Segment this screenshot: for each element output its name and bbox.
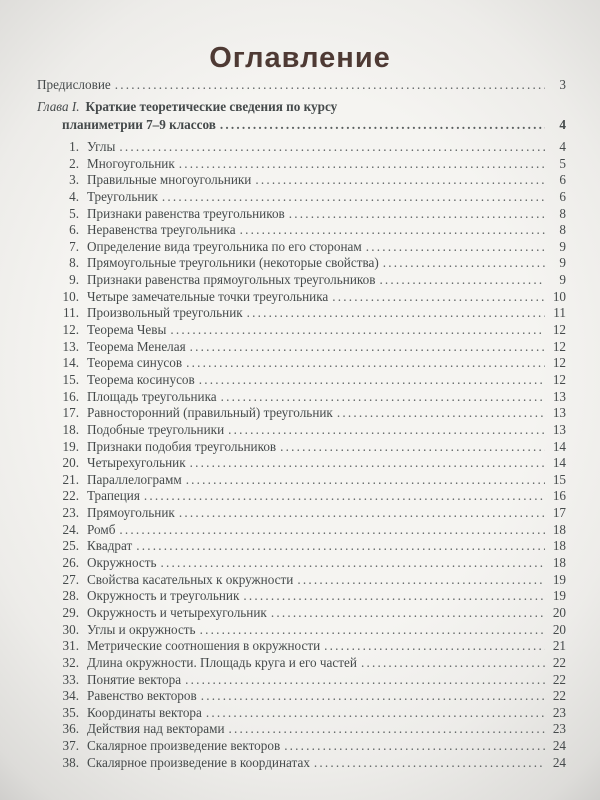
toc-entry	[37, 472, 566, 489]
toc-entry-page: 23	[552, 704, 566, 720]
toc-entry	[37, 688, 566, 705]
toc-entry-page: 5	[559, 155, 566, 171]
toc-entry	[37, 572, 566, 589]
toc-entry-page: 9	[559, 272, 566, 288]
toc-entry-page: 19	[552, 588, 566, 604]
toc-entry-number: 2.	[69, 155, 79, 171]
toc-entry-page: 22	[552, 671, 566, 687]
toc-entry-number: 31.	[62, 638, 79, 654]
toc-entry-page: 3	[559, 77, 566, 92]
dot-leader	[119, 139, 545, 155]
toc-entry	[37, 538, 566, 555]
toc-entry	[37, 172, 566, 189]
toc-entry-number: 15.	[62, 371, 79, 387]
toc-entry	[37, 605, 566, 622]
toc-entry-number: 28.	[62, 588, 79, 604]
toc-entry-page: 14	[552, 438, 566, 454]
toc-preface	[37, 77, 566, 99]
toc-entry-page: 12	[552, 322, 566, 338]
toc-entry-number: 5.	[69, 205, 79, 221]
toc-entry-number: 23.	[62, 505, 79, 521]
dot-leader	[179, 156, 545, 172]
toc-entry-page: 11	[553, 305, 566, 321]
toc-entry	[37, 638, 566, 655]
toc-entry	[37, 555, 566, 572]
toc-entry-label: Неравенства треугольника	[87, 222, 236, 238]
dot-leader	[119, 522, 545, 538]
toc-entry-number: 8.	[69, 255, 79, 271]
toc-entry-label: Прямоугольник	[87, 505, 175, 521]
toc-entry-number: 22.	[62, 488, 79, 504]
toc-entry-page: 6	[559, 172, 566, 188]
toc-entry-page: 24	[552, 754, 566, 770]
dot-leader	[361, 655, 545, 671]
dot-leader	[271, 605, 545, 621]
toc-entry-label: Многоугольник	[87, 155, 175, 171]
toc-entry-page: 18	[552, 538, 566, 554]
toc-entry	[37, 439, 566, 456]
toc-chapter-prefix: Глава I.	[37, 99, 80, 114]
toc-entry	[37, 721, 566, 738]
toc-entry-page: 15	[552, 471, 566, 487]
dot-leader	[136, 538, 545, 554]
toc-entry-label: Теорема косинусов	[87, 371, 195, 387]
toc-entry-page: 13	[552, 388, 566, 404]
toc-entry-number: 21.	[62, 471, 79, 487]
dot-leader	[221, 389, 545, 405]
toc-entry-label: Теорема синусов	[87, 355, 183, 371]
toc-entry-number: 32.	[62, 654, 79, 670]
toc-entry-number: 30.	[62, 621, 79, 637]
toc-entry	[37, 322, 566, 339]
toc-entry	[37, 305, 566, 322]
toc-entry-number: 18.	[62, 421, 79, 437]
dot-leader	[162, 189, 545, 205]
toc-entry-label: Углы и окружность	[87, 621, 196, 637]
toc-entry-page: 12	[552, 371, 566, 387]
toc-list	[37, 77, 566, 771]
toc-entry-label: Квадрат	[87, 538, 133, 554]
toc-entry-label: Понятие вектора	[87, 671, 182, 687]
dot-leader	[332, 289, 545, 305]
toc-entry-number: 19.	[62, 438, 79, 454]
toc-entry-page: 12	[552, 355, 566, 371]
toc-entry-page: 10	[552, 288, 566, 304]
toc-entry-number: 14.	[62, 355, 79, 371]
toc-entry	[37, 455, 566, 472]
toc-entry-label: Признаки равенства треугольников	[87, 205, 285, 221]
toc-entry-label: Теорема Чевы	[87, 322, 167, 338]
toc-entry	[37, 655, 566, 672]
toc-entry-label: Определение вида треугольника по его сторонам	[87, 238, 362, 254]
toc-entry-number: 36.	[62, 721, 79, 737]
toc-entry-page: 8	[559, 222, 566, 238]
toc-entry-label: Ромб	[87, 521, 116, 537]
toc-entry-label: Параллелограмм	[87, 471, 182, 487]
dot-leader	[185, 672, 545, 688]
dot-leader	[186, 472, 545, 488]
dot-leader	[337, 405, 545, 421]
dot-leader	[366, 239, 545, 255]
dot-leader	[115, 77, 545, 93]
dot-leader	[240, 222, 545, 238]
toc-entry-label: Треугольник	[87, 188, 158, 204]
dot-leader	[220, 117, 545, 133]
dot-leader	[383, 255, 545, 271]
toc-entry-label: Координаты вектора	[87, 704, 202, 720]
toc-entry-number: 6.	[69, 222, 79, 238]
toc-entry-label: Свойства касательных к окружности	[87, 571, 294, 587]
toc-entry-label: Длина окружности. Площадь круга и его частей	[87, 654, 357, 670]
toc-entry-label: Окружность и треугольник	[87, 588, 240, 604]
toc-entry	[37, 372, 566, 389]
toc-entry-number: 1.	[69, 139, 79, 154]
toc-entry-label: Действия над векторами	[87, 721, 225, 737]
toc-entry	[37, 355, 566, 372]
page-title: Оглавление	[209, 42, 391, 74]
toc-entry-page: 23	[552, 721, 566, 737]
dot-leader	[186, 355, 545, 371]
toc-entry-page: 20	[552, 604, 566, 620]
toc-entry	[37, 189, 566, 206]
toc-entry	[37, 505, 566, 522]
dot-leader	[190, 455, 545, 471]
toc-entry-label: Четыре замечательные точки треугольника	[87, 288, 329, 304]
toc-entry-label: Метрические соотношения в окружности	[87, 638, 321, 654]
toc-entry-label: Скалярное произведение в координатах	[87, 754, 310, 770]
toc-entry-label: Окружность и четырехугольник	[87, 604, 267, 620]
toc-entry-label: Подобные треугольники	[87, 421, 225, 437]
toc-entry-label: Краткие теоретические сведения по курсу	[85, 99, 338, 114]
toc-entry	[37, 339, 566, 356]
toc-entry-page: 19	[552, 571, 566, 587]
toc-entry-label: Признаки равенства прямоугольных треугольников	[87, 272, 376, 288]
toc-entry-page: 20	[552, 621, 566, 637]
dot-leader	[314, 755, 545, 771]
toc-entry-number: 4.	[69, 188, 79, 204]
toc-entry-label: Признаки подобия треугольников	[87, 438, 277, 454]
toc-entry-label: Окружность	[87, 555, 157, 571]
toc-entry-label: Предисловие	[37, 77, 111, 92]
dot-leader	[379, 272, 545, 288]
toc-entry	[37, 156, 566, 173]
toc-entry-page: 9	[559, 238, 566, 254]
toc-entry	[37, 289, 566, 306]
toc-entry-number: 35.	[62, 704, 79, 720]
toc-entry-number: 26.	[62, 555, 79, 571]
toc-entry-label: Равенство векторов	[87, 688, 197, 704]
toc-entry-page: 17	[552, 505, 566, 521]
toc-entry	[37, 139, 566, 156]
toc-entry-number: 34.	[62, 688, 79, 704]
toc-entry	[37, 672, 566, 689]
toc-entry-number: 25.	[62, 538, 79, 554]
dot-leader	[199, 372, 545, 388]
toc-entry-label: Равносторонний (правильный) треугольник	[87, 405, 333, 421]
toc-entry	[37, 389, 566, 406]
toc-entry-page: 8	[559, 205, 566, 221]
toc-entry-label: Скалярное произведение векторов	[87, 738, 281, 754]
toc-entry-page: 24	[552, 738, 566, 754]
toc-entry-number: 29.	[62, 604, 79, 620]
toc-entry-number: 3.	[69, 172, 79, 188]
toc-entry-number: 11.	[63, 305, 79, 321]
toc-entry-page: 18	[552, 521, 566, 537]
toc-entry-page: 4	[559, 139, 566, 154]
dot-leader	[179, 505, 545, 521]
toc-entry-label: Правильные многоугольники	[87, 172, 252, 188]
toc-entry	[37, 705, 566, 722]
dot-leader	[324, 638, 545, 654]
toc-entry	[37, 272, 566, 289]
toc-entry	[37, 405, 566, 422]
dot-leader	[289, 206, 545, 222]
toc-entry-label: Прямоугольные треугольники (некоторые свойства)	[87, 255, 379, 271]
toc-entry	[37, 522, 566, 539]
toc-entry-label: Трапеция	[87, 488, 140, 504]
toc-entry-label: Площадь треугольника	[87, 388, 217, 404]
toc-entry-number: 10.	[62, 288, 79, 304]
toc-entry-number: 33.	[62, 671, 79, 687]
toc-entry-number: 9.	[69, 272, 79, 288]
toc-entry	[37, 422, 566, 439]
dot-leader	[255, 172, 545, 188]
dot-leader	[228, 422, 545, 438]
dot-leader	[201, 688, 545, 704]
toc-entry-page: 9	[559, 255, 566, 271]
toc-entry-number: 20.	[62, 455, 79, 471]
toc-entry-page: 16	[552, 488, 566, 504]
toc-entry-number: 27.	[62, 571, 79, 587]
dot-leader	[190, 339, 545, 355]
toc-entry-label: планиметрии 7–9 классов	[62, 117, 216, 132]
dot-leader	[161, 555, 546, 571]
dot-leader	[243, 588, 545, 604]
toc-entry-page: 6	[559, 188, 566, 204]
toc-entry-number: 13.	[62, 338, 79, 354]
toc-entry	[37, 255, 566, 272]
toc-entry-page: 13	[552, 405, 566, 421]
toc-entry	[37, 488, 566, 505]
toc-entry-page: 22	[552, 654, 566, 670]
toc-entry	[37, 738, 566, 755]
toc-entry-page: 4	[559, 117, 566, 132]
toc-entry-number: 38.	[62, 754, 79, 770]
toc-entry-label: Произвольный треугольник	[87, 305, 243, 321]
toc-entry-number: 16.	[62, 388, 79, 404]
dot-leader	[170, 322, 545, 338]
dot-leader	[297, 572, 545, 588]
toc-entry	[37, 755, 566, 772]
toc-entry	[37, 588, 566, 605]
toc-entry-number: 37.	[62, 738, 79, 754]
dot-leader	[144, 488, 545, 504]
toc-entry-number: 7.	[69, 238, 79, 254]
dot-leader	[247, 305, 545, 321]
toc-entry-number: 17.	[62, 405, 79, 421]
toc-entry-label: Углы	[87, 139, 116, 154]
toc-chapter-1	[37, 99, 566, 117]
dot-leader	[280, 439, 545, 455]
dot-leader	[284, 738, 545, 754]
dot-leader	[229, 721, 545, 737]
toc-entry-page: 14	[552, 455, 566, 471]
dot-leader	[200, 622, 545, 638]
toc-entry-number: 24.	[62, 521, 79, 537]
toc-entry	[37, 622, 566, 639]
toc-entry-number: 12.	[62, 322, 79, 338]
toc-entry-page: 18	[552, 555, 566, 571]
toc-entry-label: Теорема Менелая	[87, 338, 186, 354]
toc-entry	[37, 239, 566, 256]
dot-leader	[206, 705, 545, 721]
toc-entry	[37, 222, 566, 239]
toc-entry	[37, 206, 566, 223]
toc-entry-page: 22	[552, 688, 566, 704]
toc-entry-page: 21	[552, 638, 566, 654]
toc-entry-page: 12	[552, 338, 566, 354]
toc-entry-page: 13	[552, 421, 566, 437]
toc-chapter-2	[37, 117, 566, 139]
toc-entry-label: Четырехугольник	[87, 455, 186, 471]
